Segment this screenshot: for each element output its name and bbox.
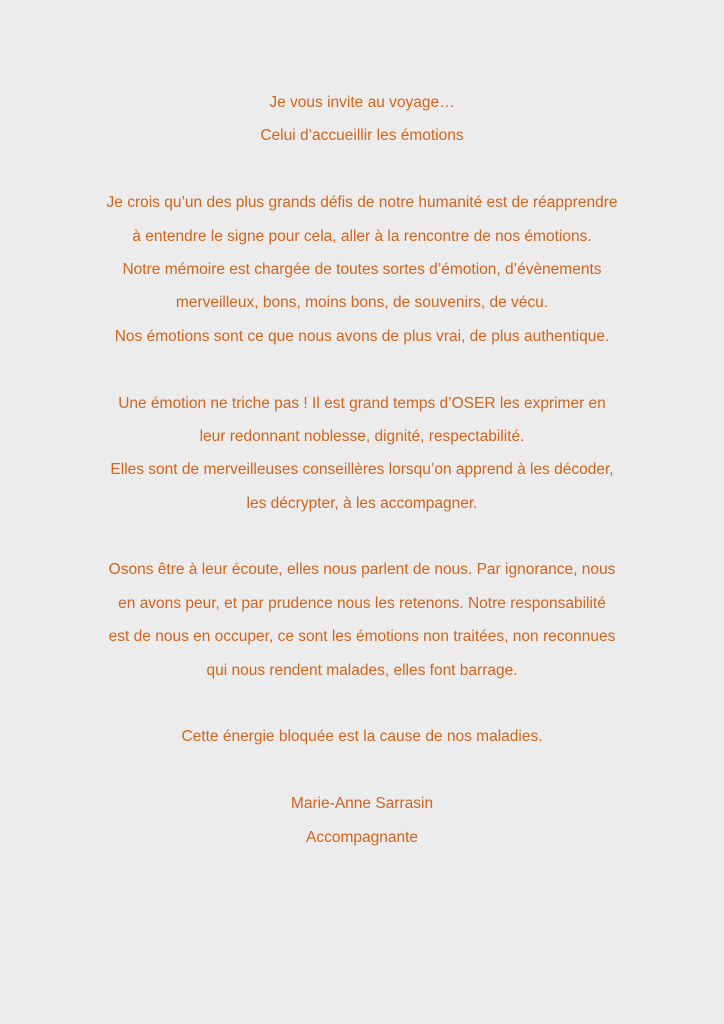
paragraph-2-line-1: Une émotion ne triche pas ! Il est grand temps d’OSER les exprimer en — [118, 394, 606, 412]
intro-line-2: Celui d’accueillir les émotions — [260, 127, 464, 145]
paragraph-3-line-4: qui nous rendent malades, elles font barrage. — [206, 661, 518, 679]
paragraph-1-line-5: Nos émotions sont ce que nous avons de plus vrai, de plus authentique. — [114, 327, 610, 345]
paragraph-1-line-2: à entendre le signe pour cela, aller à la rencontre de nos émotions. — [132, 227, 592, 245]
paragraph-spacer — [0, 754, 724, 787]
paragraph-3-line-1: Osons être à leur écoute, elles nous parlent de nous. Par ignorance, nous — [108, 561, 616, 579]
paragraph-2-line-4: les décrypter, à les accompagner. — [246, 494, 478, 512]
paragraph-1-line-3: Notre mémoire est chargée de toutes sortes d’émotion, d’évènements — [122, 260, 602, 278]
paragraph-2-line-2: leur redonnant noblesse, dignité, respectabilité. — [199, 427, 525, 445]
paragraph-3-line-2: en avons peur, et par prudence nous les retenons. Notre responsabilité — [118, 594, 606, 612]
signature-name: Marie-Anne Sarrasin — [290, 795, 434, 813]
paragraph-spacer — [0, 153, 724, 186]
paragraph-spacer — [0, 353, 724, 386]
paragraph-spacer — [0, 520, 724, 553]
paragraph-1-line-1: Je crois qu’un des plus grands défis de notre humanité est de réapprendre — [106, 194, 618, 212]
signature-role: Accompagnante — [305, 828, 419, 846]
paragraph-spacer — [0, 687, 724, 720]
intro-line-1: Je vous invite au voyage… — [269, 94, 455, 111]
paragraph-2-line-3: Elles sont de merveilleuses conseillères lorsqu’on apprend à les décoder, — [110, 461, 614, 479]
paragraph-3-line-3: est de nous en occuper, ce sont les émotions non traitées, non reconnues — [108, 628, 616, 646]
paragraph-1-line-4: merveilleux, bons, moins bons, de souvenirs, de vécu. — [175, 294, 549, 312]
conclusion-line: Cette énergie bloquée est la cause de nos maladies. — [181, 728, 543, 746]
